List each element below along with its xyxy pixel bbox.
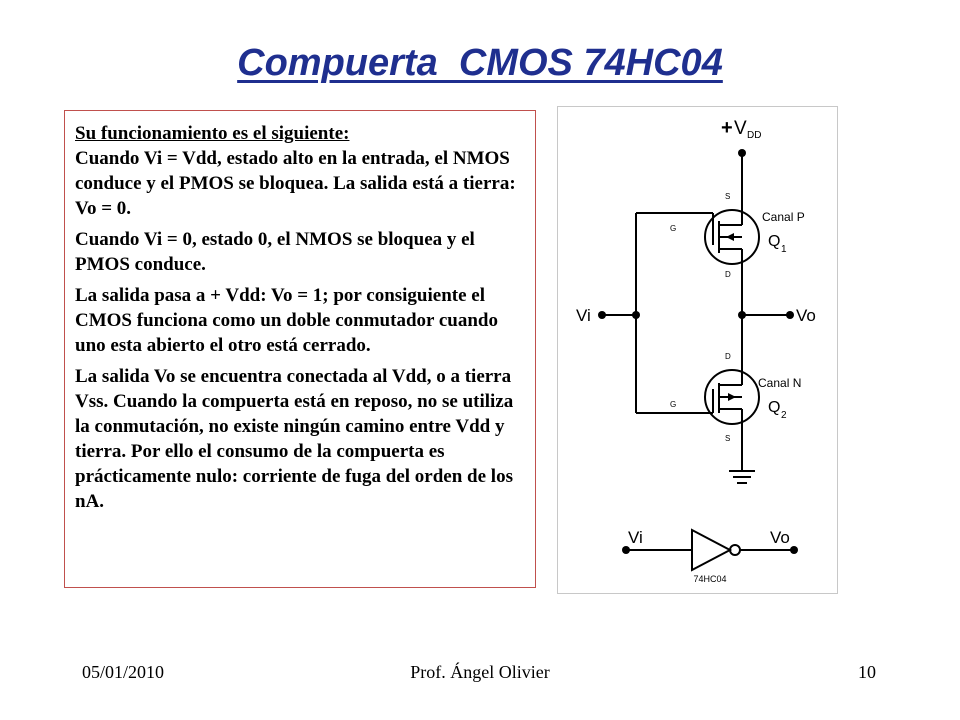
vdd-sub: DD <box>747 130 762 141</box>
output-junction <box>738 311 746 319</box>
description-heading <box>75 121 529 221</box>
footer-author: Prof. Ángel Olivier <box>410 662 550 682</box>
inverter-vo-node <box>790 546 798 554</box>
pmos-q-label: Q <box>768 233 781 250</box>
pmos-s-label: S <box>725 192 731 201</box>
vi-node <box>598 311 606 319</box>
nmos-q-sub: 2 <box>781 410 787 421</box>
nmos-channel-label: Canal N <box>758 376 802 390</box>
paragraph-2: Cuando Vi = 0, estado 0, el NMOS se bloquea y el PMOS conduce. <box>75 229 475 275</box>
vo-label: Vo <box>796 306 816 325</box>
cmos-circuit-diagram <box>557 106 838 594</box>
vdd-label: V <box>734 118 747 139</box>
inverter-part-label: 74HC04 <box>693 574 727 584</box>
nmos-g-label: G <box>670 400 677 409</box>
circuit-svg <box>558 107 839 595</box>
nmos-arrow <box>728 393 736 401</box>
vo-node <box>786 311 794 319</box>
inverter-vi-label: Vi <box>628 528 643 547</box>
input-junction <box>632 311 640 319</box>
pmos-q-sub: 1 <box>781 244 787 255</box>
vdd-plus: + <box>721 117 733 139</box>
nmos-q-label: Q <box>768 399 781 416</box>
vi-label: Vi <box>576 306 591 325</box>
footer-page-number: 10 <box>858 662 876 682</box>
description-box <box>64 110 536 588</box>
inverter-vi-node <box>622 546 630 554</box>
pmos-d-label: D <box>725 270 731 279</box>
paragraph-3: La salida pasa a + Vdd: Vo = 1; por consiguiente el CMOS funciona como un doble conmutador cuando uno esta abierto el otro está cerrado. <box>75 285 498 356</box>
footer-date: 05/01/2010 <box>82 662 165 682</box>
inverter-vo-label: Vo <box>770 528 790 547</box>
slide-title: Compuerta CMOS 74HC04 <box>237 42 723 84</box>
pmos-g-label: G <box>670 224 677 233</box>
nmos-d-label: D <box>725 352 731 361</box>
inverter-triangle <box>692 530 730 570</box>
vdd-node <box>738 149 746 157</box>
paragraph-4: La salida Vo se encuentra conectada al Vdd, o a tierra Vss. Cuando la compuerta está en reposo, no se utiliza la conmutación, no existe ningún camino entre Vdd y tierra. Por ello el consumo de la compuerta es prácticamente nulo: corriente de fuga del orden de los nA. <box>75 366 514 512</box>
nmos-s-label: S <box>725 434 731 443</box>
paragraph-1: Cuando Vi = Vdd, estado alto en la entrada, el NMOS conduce y el PMOS se bloquea. La salida está a tierra: Vo = 0. <box>75 148 516 219</box>
pmos-channel-label: Canal P <box>762 210 805 224</box>
pmos-arrow <box>726 233 734 241</box>
heading-text: Su funcionamiento es el siguiente: <box>75 123 350 144</box>
